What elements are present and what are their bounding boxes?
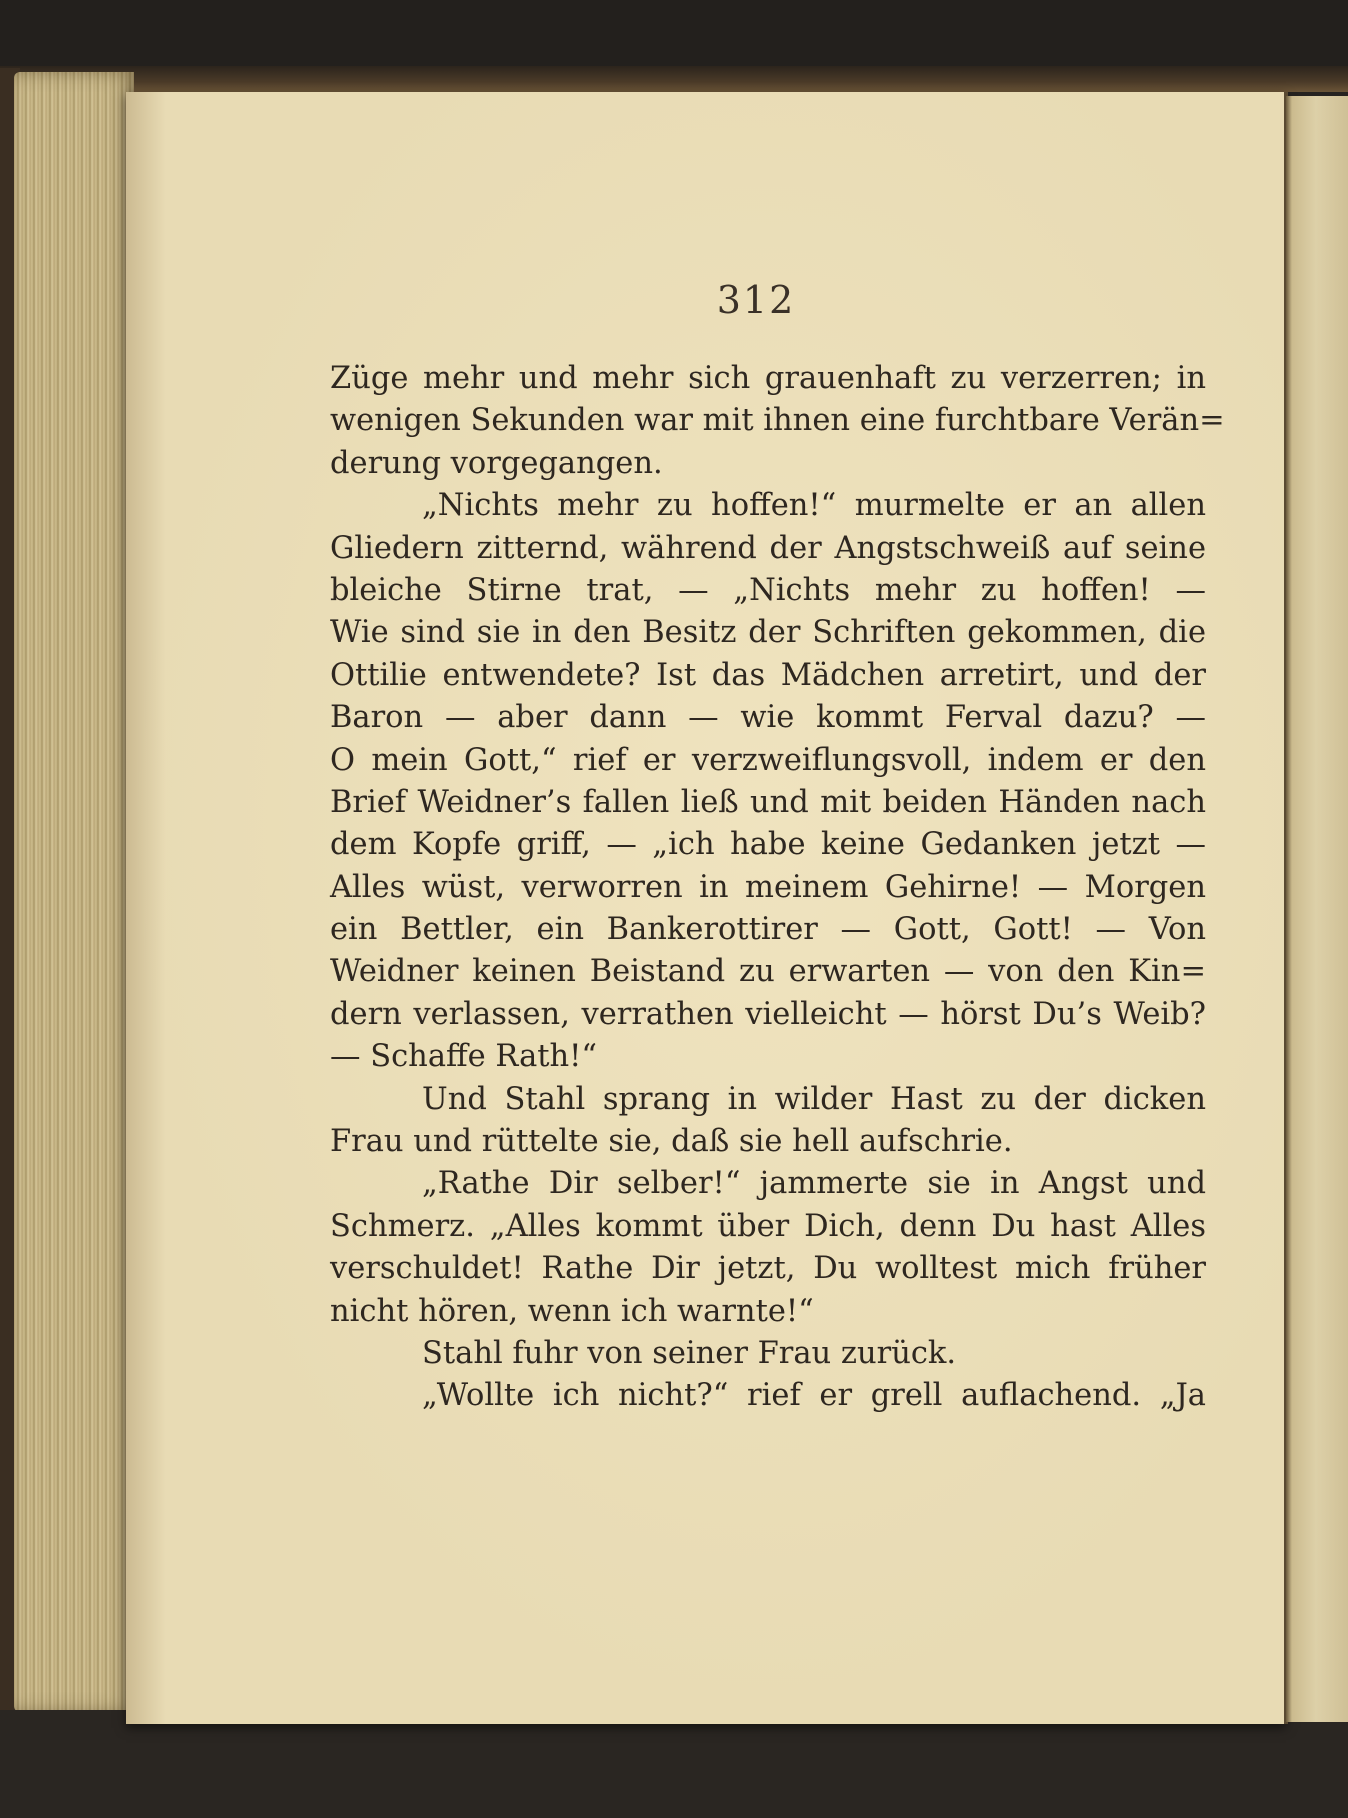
next-page-edge (1286, 96, 1348, 1722)
text-line: Brief Weidner’s fallen ließ und mit beiden Händen nach (330, 784, 1206, 820)
text-line: Baron — aber dann — wie kommt Ferval dazu? — (330, 700, 1206, 736)
text-line: Wie sind sie in den Besitz der Schriften gekommen, die (330, 615, 1206, 651)
text-line: wenigen Sekunden war mit ihnen eine furchtbare Verän= (330, 403, 1225, 439)
text-line: „Rathe Dir selber!“ jammerte sie in Angst und (422, 1166, 1206, 1202)
background-bottom (0, 1710, 1348, 1818)
text-line: Frau und rüttelte sie, daß sie hell aufschrie. (330, 1124, 1013, 1160)
text-line: O mein Gott,“ rief er verzweiflungsvoll, indem er den (330, 742, 1206, 778)
text-line: Züge mehr und mehr sich grauenhaft zu verzerren; in (330, 361, 1206, 396)
text-line: „Nichts mehr zu hoffen!“ murmelte er an allen (422, 488, 1206, 524)
text-line: Ottilie entwendete? Ist das Mädchen arretirt, und der (330, 657, 1206, 693)
text-line: Schmerz. „Alles kommt über Dich, denn Du hast Alles (330, 1208, 1206, 1244)
text-line: „Wollte ich nicht?“ rief er grell auflachend. „Ja (422, 1378, 1206, 1414)
text-line: dern verlassen, verrathen vielleicht — hörst Du’s Weib? (330, 996, 1206, 1032)
text-line: nicht hören, wenn ich warnte!“ (330, 1293, 814, 1329)
text-line: Gliedern zitternd, während der Angstschweiß auf seine (330, 530, 1206, 566)
text-line: Und Stahl sprang in wilder Hast zu der dicken (422, 1081, 1206, 1117)
text-line: Stahl fuhr von seiner Frau zurück. (422, 1335, 957, 1371)
text-line: dem Kopfe griff, — „ich habe keine Gedanken jetzt — (330, 827, 1206, 863)
text-line: ein Bettler, ein Bankerottirer — Gott, Gott! — Von (330, 912, 1206, 948)
text-line: Alles wüst, verworren in meinem Gehirne! — Morgen (330, 869, 1206, 905)
text-line: verschuldet! Rathe Dir jetzt, Du wolltest mich früher (330, 1251, 1206, 1287)
page-number: 312 (716, 278, 796, 322)
text-line: derung vorgegangen. (330, 445, 663, 481)
book-cover-top-edge (0, 66, 1348, 92)
text-line: Weidner keinen Beistand zu erwarten — von den Kin= (330, 954, 1206, 990)
text-line: bleiche Stirne trat, — „Nichts mehr zu hoffen! — (330, 572, 1206, 608)
text-line: — Schaffe Rath!“ (330, 1039, 598, 1075)
page-text (330, 358, 1225, 1418)
